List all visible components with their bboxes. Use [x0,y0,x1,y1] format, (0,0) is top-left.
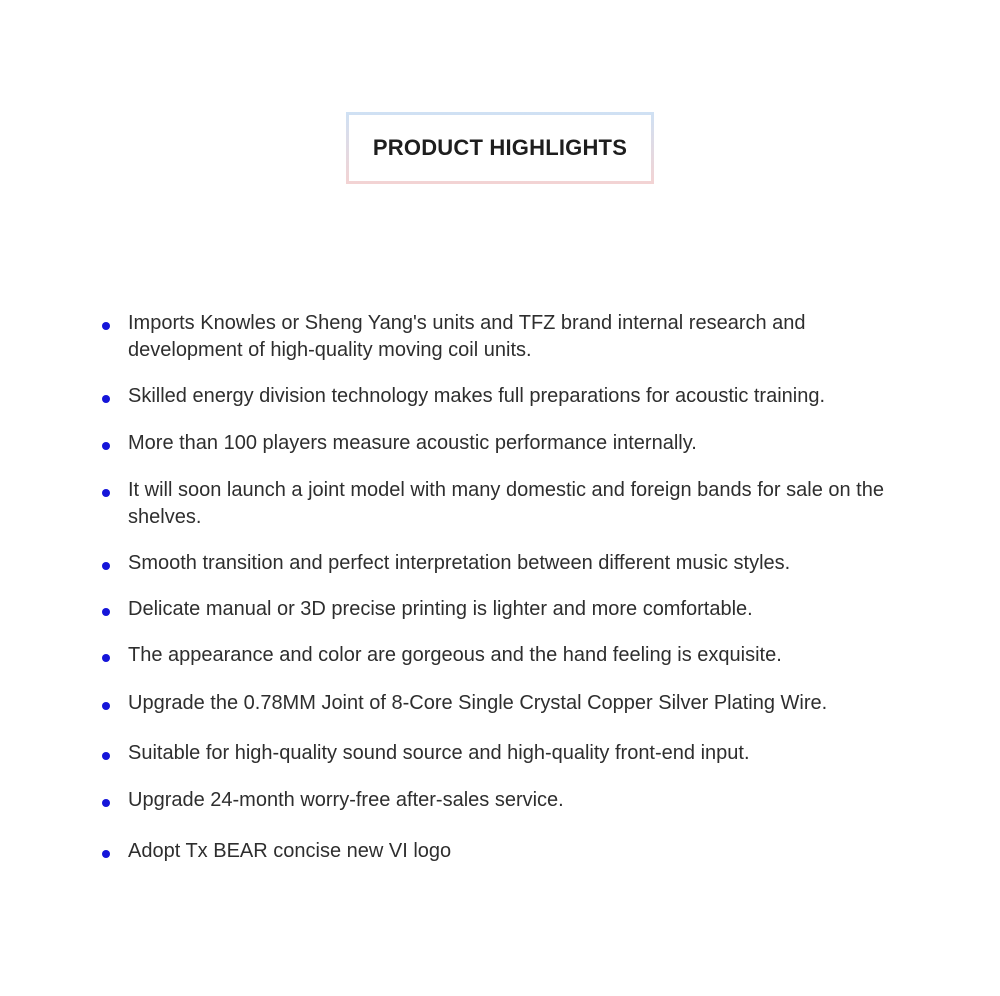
bullet-dot-icon [102,562,110,570]
list-item [100,481,900,531]
bullet-dot-icon [102,442,110,450]
list-item [100,842,900,865]
list-item-text: Suitable for high-quality sound source and high-quality front-end input. [128,742,750,764]
list-item-text: Skilled energy division technology makes full preparations for acoustic training. [128,385,826,407]
list-item [100,694,900,717]
list-item [100,314,900,364]
list-item [100,600,900,623]
list-item-text: Upgrade the 0.78MM Joint of 8-Core Single Crystal Copper Silver Plating Wire. [128,692,828,714]
bullet-dot-icon [102,752,110,760]
bullet-dot-icon [102,654,110,662]
list-item [100,387,900,410]
list-item-text: Delicate manual or 3D precise printing is lighter and more comfortable. [128,598,753,620]
list-item-text: Upgrade 24-month worry-free after-sales service. [128,789,564,811]
list-item-text: More than 100 players measure acoustic performance internally. [128,432,697,454]
bullet-dot-icon [102,608,110,616]
list-item [100,744,900,767]
bullet-dot-icon [102,799,110,807]
list-item [100,434,900,457]
list-item-text: Imports Knowles or Sheng Yang's units and TFZ brand internal research and development of high-quality moving coil units. [128,312,806,361]
list-item-text: Adopt Tx BEAR concise new VI logo [128,840,452,862]
list-item [100,646,900,669]
list-item-text: It will soon launch a joint model with many domestic and foreign bands for sale on the shelves. [128,479,884,528]
list-item [100,554,900,577]
bullet-dot-icon [102,395,110,403]
list-item-text: Smooth transition and perfect interpretation between different music styles. [128,552,791,574]
list-item [100,791,900,814]
bullet-dot-icon [102,489,110,497]
bullet-dot-icon [102,850,110,858]
bullet-dot-icon [102,702,110,710]
page-title: PRODUCT HIGHLIGHTS [372,135,628,160]
bullet-dot-icon [102,322,110,330]
list-item-text: The appearance and color are gorgeous and the hand feeling is exquisite. [128,644,782,666]
